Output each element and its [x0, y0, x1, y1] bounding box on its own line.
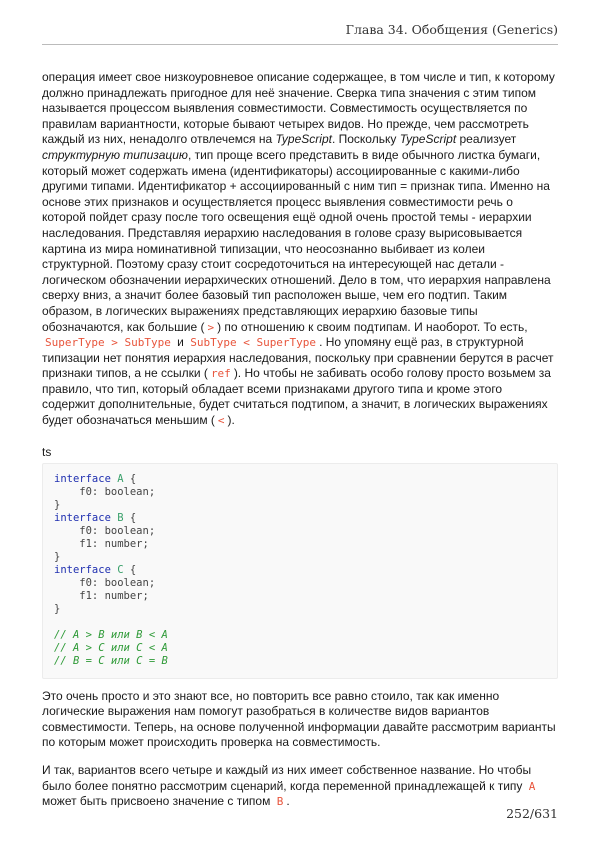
code-line [54, 512, 546, 525]
text-segment: И так, вариантов всего четыре и каждый из них имеет собственное название. Но чтобы было более понятно рассмотрим сценарий, когда переменной принадлежащей к типу [42, 763, 532, 793]
text-segment: и [173, 335, 188, 350]
code-comment: // A > B или B < A [54, 628, 168, 641]
code-line: f1: number; [54, 589, 149, 602]
inline-code-greater: > [207, 320, 215, 334]
text-segment: ) по отношению к своим подтипам. И наоборот. То есть, [217, 319, 528, 334]
text-segment: . [286, 794, 290, 809]
text-segment: . Но упомяну ещё раз, в структурной типизации нет понятия иерархия наследования, поскольку при сравнении берутся в расчет признаки типов, а не ссылки ( [42, 335, 554, 381]
code-text: { [123, 472, 137, 485]
paragraph-logical-expressions: Это очень просто и это знают все, но повторить все равно стоило, так как именно логические выражения нам помогут разобраться в количестве видов вариантов совместимости. Теперь, на основе полученной информации давайте рассмотрим варианты по которым может происходить проверка на совместимость. [42, 688, 556, 750]
typescript-term: TypeScript [275, 132, 332, 147]
code-comment: // A > C или C < A [54, 641, 168, 654]
code-line: f1: number; [54, 537, 149, 550]
code-text: { [123, 511, 137, 524]
code-line: } [54, 602, 61, 615]
code-line: } [54, 550, 61, 563]
inline-code-type-b: B [276, 795, 284, 809]
inline-code-subtype-lt-supertype: SubType < SuperType [190, 336, 317, 350]
text-segment: может быть присвоено значение с типом [42, 794, 274, 809]
code-keyword: interface [54, 472, 111, 485]
inline-code-supertype-gt-subtype: SuperType > SubType [45, 336, 171, 350]
code-line [54, 564, 546, 577]
inline-code-less: < [217, 414, 225, 428]
code-keyword: interface [54, 511, 111, 524]
code-line: f0: boolean; [54, 576, 156, 589]
page-number: 252/631 [506, 806, 558, 821]
chapter-header: Глава 34. Обобщения (Generics) [345, 22, 558, 37]
code-line [54, 473, 546, 486]
code-type-name: C [117, 563, 124, 576]
text-segment: операция имеет свое низкоуровневое описание содержащее, в том числе и тип, к которому должно принадлежать пригодное для неё значение. Сверка типа значения с этим типом называется процессом выявления совместимости. Совместимость осуществляется по правилам вариантности, которые бывают четырех видов. Но прежде, чем рассмотреть каждый из них, ненадолго отвлечемся на [42, 70, 555, 147]
header-divider [42, 44, 558, 45]
paragraph-variance-intro [42, 70, 558, 429]
code-comment: // B = C или C = B [54, 654, 168, 667]
code-type-name: B [117, 511, 124, 524]
inline-code-ref: ref [210, 367, 231, 381]
code-language-label: ts [42, 444, 52, 459]
structural-typing-term: структурную типизацию [42, 147, 188, 162]
text-segment: , тип проще всего представить в виде обычного листка бумаги, который может содержать имена (идентификаторы) ассоциированные с какими-либо другими типами. Идентификатор + ассоциированный с ним тип = признак типа. Именно на основе этих признаков и осуществляется процесс выявления совместимости речь о которой пойдет сразу после того освещения ещё одной очень простой темы - иерархии наследования. Представляя иерархию наследования в голове сразу вырисовывается картина из мира номинативной типизации, что неосознанно выбивает из колеи структурной. Поэтому сразу стоит сосредоточиться на интересующей нас детали - логическом обозначении иерархических отношений. Дело в том, что иерархия направлена сверху вниз, а значит более базовый тип расположен выше, чем его подтип. Таким образом, в логических выражениях представляющих иерархию базовые типы обозначаются, как большие ( [42, 147, 551, 334]
code-text: { [123, 563, 137, 576]
page-content [42, 70, 558, 810]
text-segment: ). [227, 413, 235, 428]
code-line: f0: boolean; [54, 485, 156, 498]
text-segment: реализует [456, 132, 517, 147]
text-segment: . Поскольку [331, 132, 400, 147]
typescript-term: TypeScript [399, 132, 457, 147]
code-line-blank [54, 616, 546, 629]
code-keyword: interface [54, 563, 111, 576]
paragraph-four-variants [42, 763, 558, 810]
inline-code-type-a: A [528, 779, 536, 793]
text-segment: ). Но чтобы не забивать особо голову просто возьмем за правило, что тип, который обладает всеми признаками другого типа и кроме этого содержит дополнительные, будет считаться подтипом, а значит, в логических выражениях будет обозначаться меньшим ( [42, 366, 551, 428]
code-block [42, 463, 558, 679]
code-type-name: A [117, 472, 124, 485]
code-line: f0: boolean; [54, 524, 156, 537]
code-line: } [54, 498, 61, 511]
